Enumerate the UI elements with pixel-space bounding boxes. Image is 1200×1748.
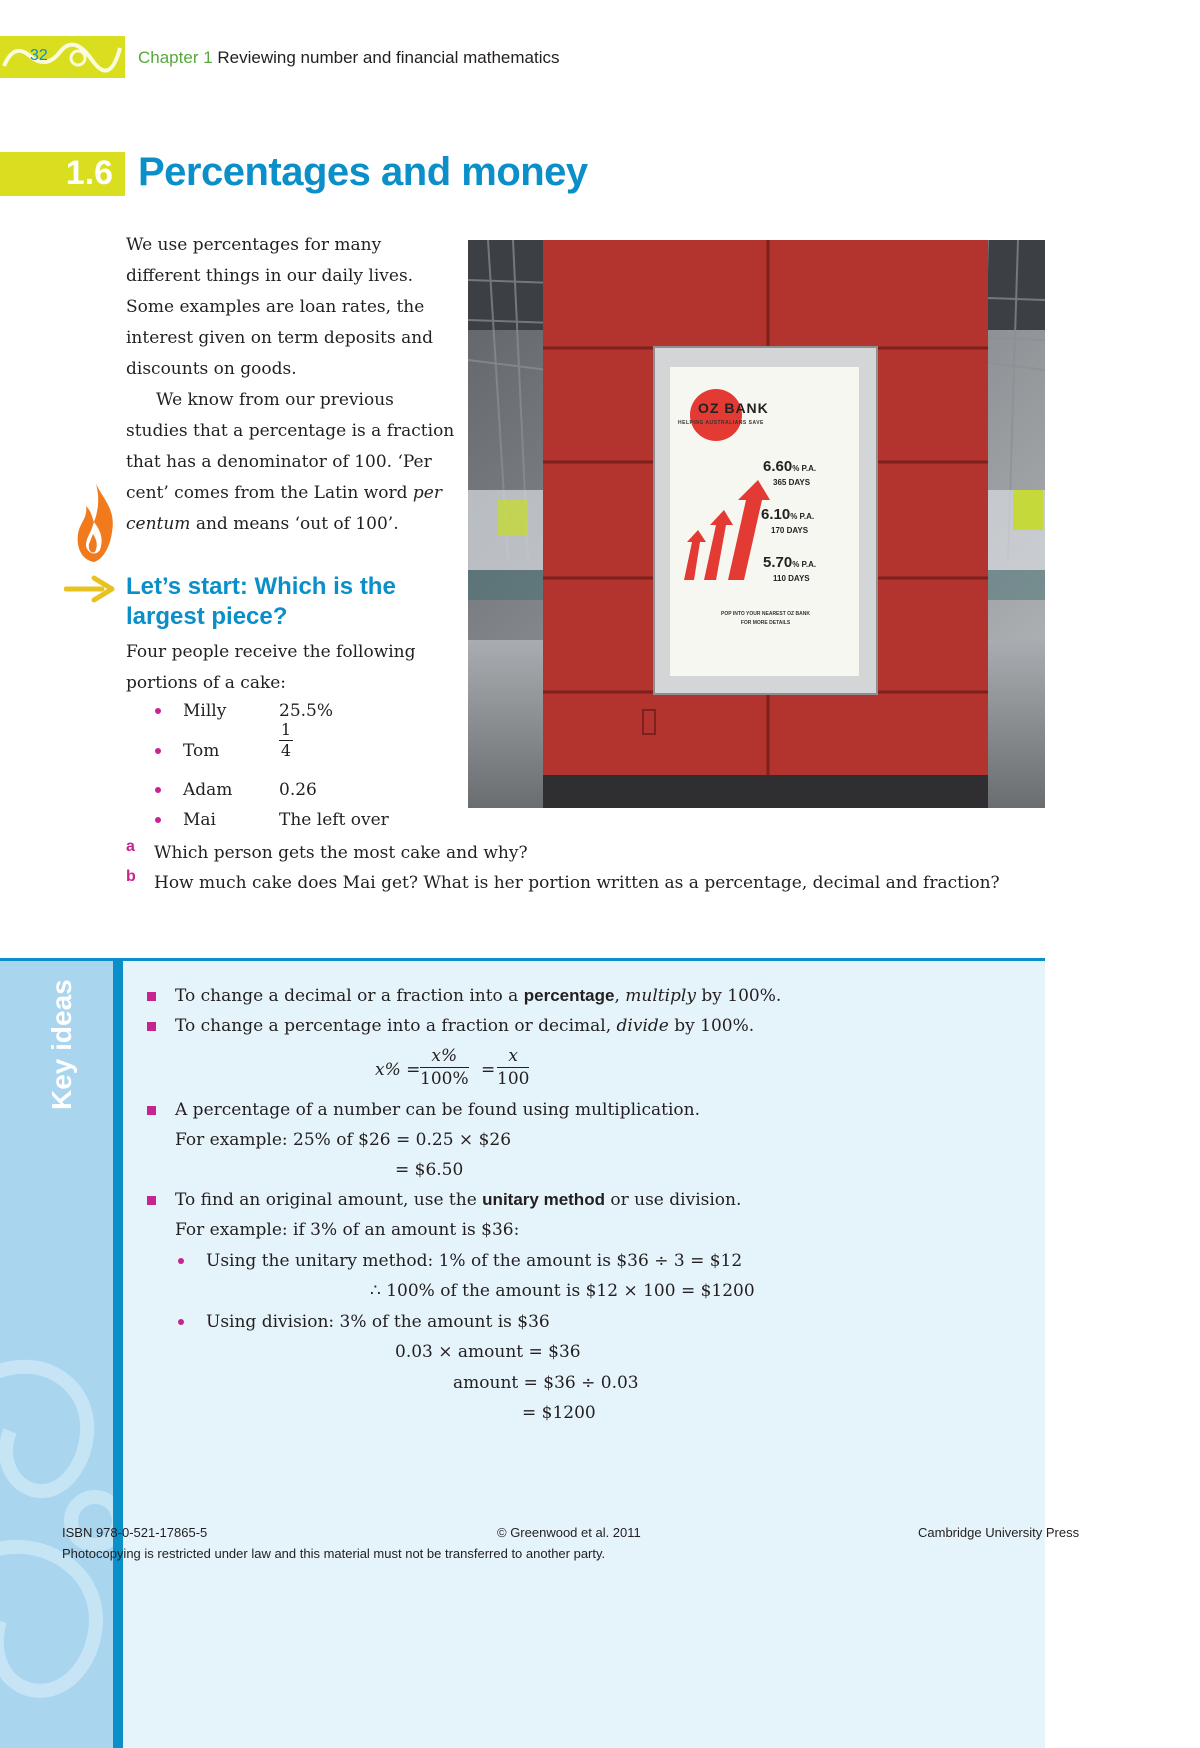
latin-term: per centum [126,483,442,534]
running-header [138,48,559,68]
page-number: 32 [30,47,48,64]
key-ideas-box [123,961,1045,1748]
section-title: Percentages and money [138,150,588,194]
bullet-icon [178,1319,184,1325]
decorative-swirl-icon [0,36,125,78]
square-bullet-icon [147,1196,156,1205]
unitary-method-line-2: ∴ 100% of the amount is $12 × 100 = $1200 [370,1281,755,1301]
intro-text [126,230,456,540]
bank-billboard-photo [468,240,1045,808]
footer-copyright: © Greenwood et al. 2011 [497,1525,641,1540]
unitary-method-line-1: Using the unitary method: 1% of the amount is $36 ÷ 3 = $12 [206,1251,743,1271]
square-bullet-icon [147,1022,156,1031]
bullet-icon [155,708,161,714]
chapter-title: Reviewing number and financial mathematics [217,48,560,67]
intro-paragraph-2: We know from our previous studies that a percentage is a fraction that has a denominator of 100. ‘Per cent’ comes from the Latin word per centum and means ‘out of 100’. [126,390,455,534]
bank-tagline: HELPING AUSTRALIANS SAVE [678,420,764,426]
rate-3: 5.70% P.A. 110 DAYS [763,554,817,583]
key-idea-4-example: For example: if 3% of an amount is $36: [175,1220,520,1240]
footer-publisher: Cambridge University Press [918,1525,1080,1540]
footer-isbn: ISBN 978-0-521-17865-5 [62,1525,208,1540]
chapter-label: Chapter 1 [138,48,213,67]
section-number-tab [0,152,125,196]
lets-start-heading: Let’s start: Which is the largest piece? [126,573,396,630]
division-method-line-3: amount = $36 ÷ 0.03 [453,1373,639,1393]
page-number-tab [0,36,125,78]
footer-notice: Photocopying is restricted under law and this material must not be transferred to another party. [62,1546,606,1561]
formula-lhs: x% = [375,1060,421,1080]
key-idea-4: To find an original amount, use the unitary method or use division. [175,1190,742,1210]
bank-name: OZ BANK [698,400,769,416]
key-idea-3-result: = $6.50 [395,1160,464,1180]
key-ideas-label: Key ideas [46,979,77,1110]
division-method-line-4: = $1200 [522,1403,596,1423]
bullet-icon [178,1258,184,1264]
formula-fraction-1: x% 100% [420,1046,469,1089]
cake-intro: Four people receive the following portions of a cake: [126,642,416,693]
formula-fraction-2: x 100 [497,1046,530,1089]
section-number: 1.6 [65,154,113,192]
bullet-icon [155,748,161,754]
intro-paragraph-1: We use percentages for many different things in our daily lives. Some examples are loan rates, the interest given on term deposits and discounts on goods. [126,235,434,379]
arrow-right-icon [64,574,118,604]
square-bullet-icon [147,1106,156,1115]
bullet-icon [155,817,161,823]
key-idea-2: To change a percentage into a fraction or decimal, divide by 100%. [175,1016,755,1036]
key-ideas-bar [113,961,123,1748]
formula-equals: = [481,1060,496,1080]
key-idea-1: To change a decimal or a fraction into a percentage, multiply by 100%. [175,986,782,1006]
rate-1: 6.60% P.A. 365 DAYS [763,458,817,487]
flame-icon [74,482,118,564]
rate-2: 6.10% P.A. 170 DAYS [761,506,815,535]
key-idea-3: A percentage of a number can be found using multiplication. [175,1100,701,1120]
square-bullet-icon [147,992,156,1001]
division-method-line-2: 0.03 × amount = $36 [395,1342,581,1362]
poster-footer: POP INTO YOUR NEAREST OZ BANK FOR MORE DETAILS [721,611,810,626]
key-idea-3-example: For example: 25% of $26 = 0.25 × $26 [175,1130,512,1150]
fraction: $\frac{1}{4}$ [280,720,292,760]
bullet-icon [155,787,161,793]
division-method-line-1: Using division: 3% of the amount is $36 [206,1312,550,1332]
